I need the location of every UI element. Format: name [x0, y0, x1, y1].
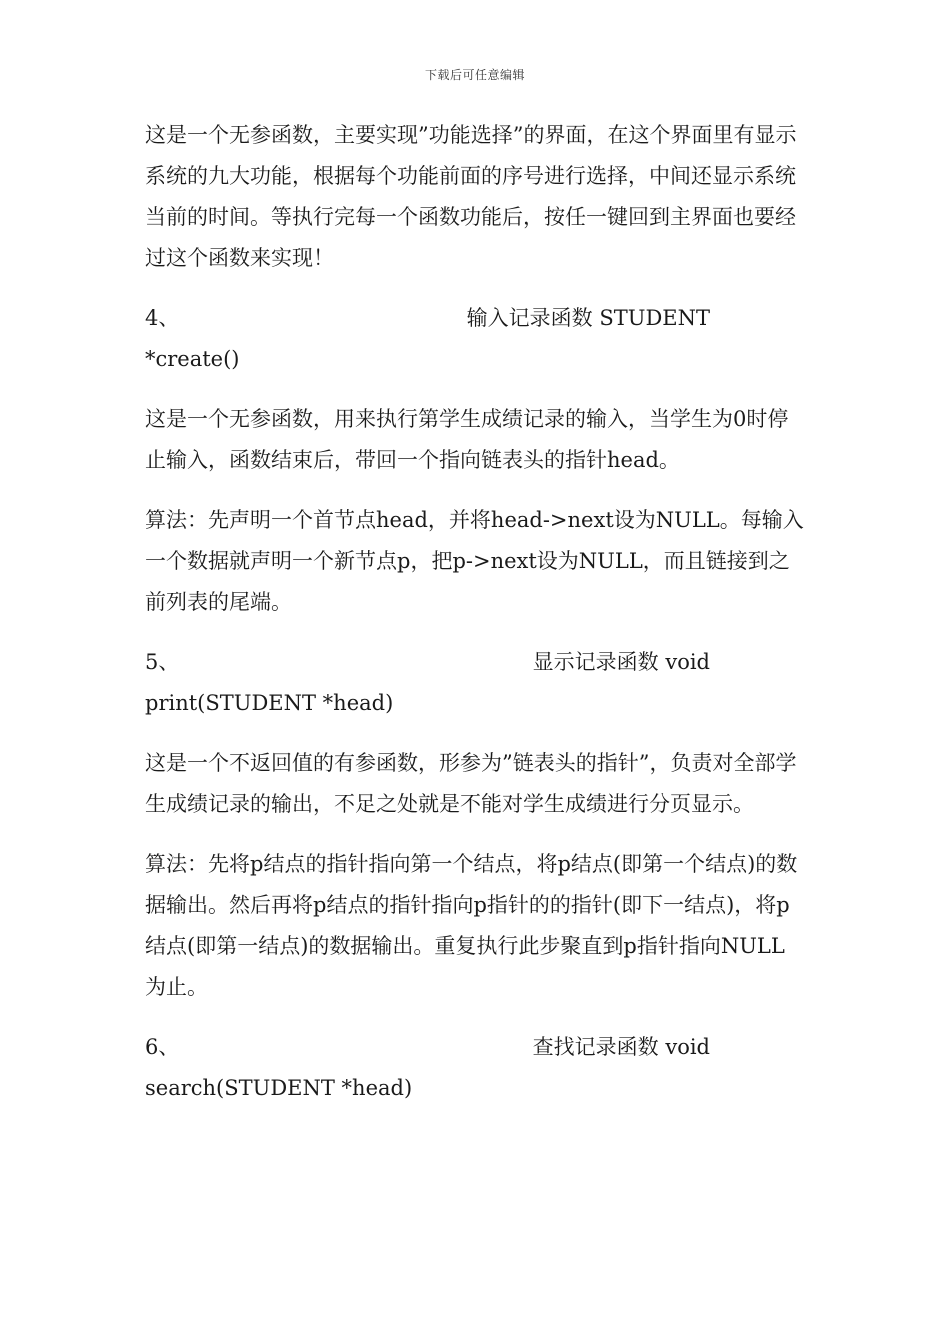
section-signature: *create()	[145, 347, 240, 371]
section-heading-4	[145, 298, 805, 380]
paragraph-print-algorithm: 算法：先将p结点的指针指向第一个结点，将p结点(即第一个结点)的数据输出。然后再将p结点的指针指向p指针的的指针(即下一结点)，将p结点(即第一结点)的数据输出。重复执行此步聚直到p指针指向NULL为止。	[145, 852, 798, 999]
paragraph-print-description: 这是一个不返回值的有参函数，形参为”链表头的指针”，负责对全部学生成绩记录的输出，不足之处就是不能对学生成绩进行分页显示。	[145, 751, 797, 816]
section-signature: print(STUDENT *head)	[145, 691, 394, 715]
section-signature: search(STUDENT *head)	[145, 1076, 413, 1100]
section-number: 4、	[145, 306, 180, 330]
section-number: 6、	[145, 1035, 180, 1059]
section-title: 查找记录函数 void	[532, 1035, 710, 1059]
document-body	[145, 115, 805, 1128]
page-header: 下载后可任意编辑	[424, 68, 525, 82]
section-heading-5	[145, 642, 805, 724]
section-title: 输入记录函数 STUDENT	[466, 306, 710, 330]
paragraph-menu-description: 这是一个无参函数，主要实现”功能选择”的界面，在这个界面里有显示系统的九大功能，根据每个功能前面的序号进行选择，中间还显示系统当前的时间。等执行完每一个函数功能后，按任一键回到主界面也要经过这个函数来实现！	[145, 123, 797, 270]
paragraph-create-description: 这是一个无参函数，用来执行第学生成绩记录的输入，当学生为0时停止输入，函数结束后，带回一个指向链表头的指针head。	[145, 407, 789, 472]
section-number: 5、	[145, 650, 180, 674]
paragraph-create-algorithm: 算法：先声明一个首节点head，并将head->next设为NULL。每输入一个数据就声明一个新节点p，把p->next设为NULL，而且链接到之前列表的尾端。	[145, 508, 804, 614]
section-title: 显示记录函数 void	[532, 650, 710, 674]
section-heading-6	[145, 1027, 805, 1109]
